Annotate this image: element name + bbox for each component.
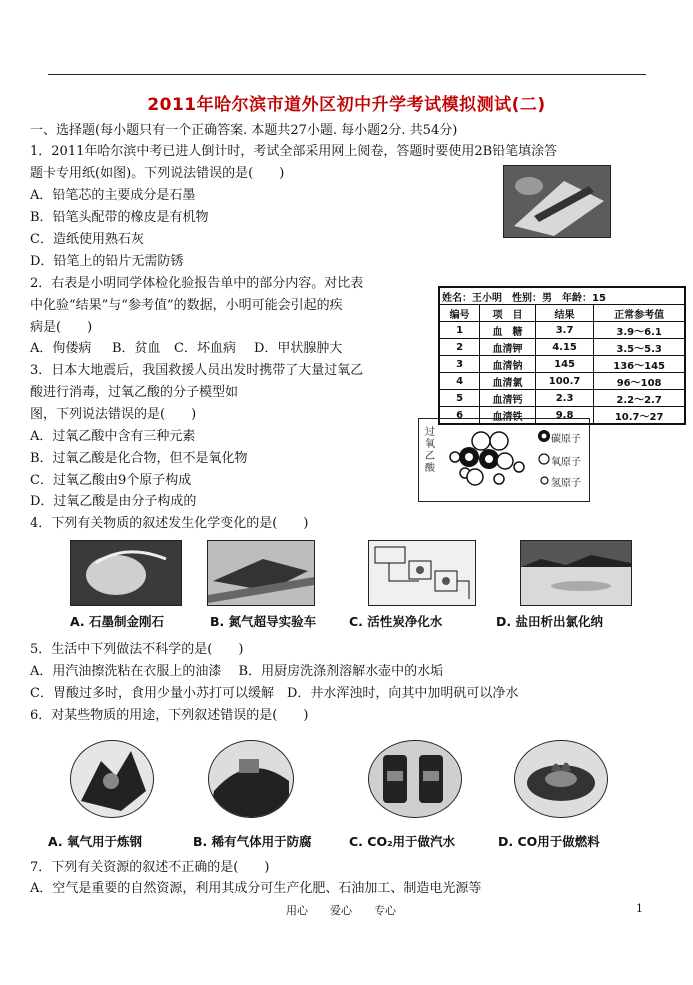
q4-caption-b: B. 氮气超导实验车 xyxy=(210,614,317,629)
cell: 5 xyxy=(439,390,480,407)
cell: 9.8 xyxy=(535,407,593,425)
footer-motto: 用心 爱心 专心 xyxy=(286,904,396,917)
q2-stem-line1: 2．右表是小明同学体检化验报告单中的部分内容。对比表 xyxy=(30,276,364,291)
q1-option-b: B．铅笔头配带的橡皮是有机物 xyxy=(30,210,209,225)
q4-caption-c: C. 活性炭净化水 xyxy=(349,614,443,629)
q4-caption-a: A. 石墨制金刚石 xyxy=(70,614,165,629)
molecule-model-icon xyxy=(439,427,529,493)
soda-cans-photo xyxy=(368,740,462,818)
report-header: 姓名：王小明 性别：男 年龄：15 xyxy=(439,287,685,305)
cell: 3 xyxy=(439,356,480,373)
q3-option-c: C．过氧乙酸由9个原子构成 xyxy=(30,473,192,488)
cell: 145 xyxy=(535,356,593,373)
cell: 4 xyxy=(439,373,480,390)
carbon-atom-icon xyxy=(537,429,551,443)
q6-caption-c: C. CO₂用于做汽水 xyxy=(349,834,456,849)
cell: 136～145 xyxy=(594,356,685,373)
q5-options-cd: C．胃酸过多时，食用少量小苏打可以缓解 D．井水浑浊时，向其中加明矾可以净水 xyxy=(30,686,519,701)
noble-gas-photo xyxy=(208,740,294,818)
cell: 血清钠 xyxy=(480,356,536,373)
cell: 2 xyxy=(439,339,480,356)
cell: 血清钾 xyxy=(480,339,536,356)
steelmaking-photo xyxy=(70,740,154,818)
q2-option-c: C．坏血病 xyxy=(174,341,236,356)
cell: 4.15 xyxy=(535,339,593,356)
header-rule xyxy=(48,74,646,75)
q3-stem-line2: 酸进行消毒，过氧乙酸的分子模型如 xyxy=(30,385,239,400)
q2-option-d: D．甲状腺肿大 xyxy=(254,341,343,356)
report-col-header: 结果 xyxy=(535,305,593,322)
q1-option-d: D．铅笔上的铅片无需防锈 xyxy=(30,254,184,269)
cell: 2.2～2.7 xyxy=(594,390,685,407)
table-row xyxy=(439,356,685,373)
q6-caption-d: D. CO用于做燃料 xyxy=(498,834,600,849)
page-number: 1 xyxy=(636,902,643,915)
q2-option-b: B．贫血 xyxy=(112,341,161,356)
cell: 血清钙 xyxy=(480,390,536,407)
q5-stem: 5．生活中下列做法不科学的是( ) xyxy=(30,642,244,657)
maglev-train-photo xyxy=(207,540,315,606)
q2-option-a: A．佝偻病 xyxy=(30,341,92,356)
q2-stem-line3: 病是( ) xyxy=(30,320,93,335)
hydrogen-atom-icon xyxy=(540,476,549,485)
legend-hydrogen: 氢原子 xyxy=(551,478,581,489)
lab-report-table xyxy=(438,286,686,425)
report-col-header: 正常参考值 xyxy=(594,305,685,322)
page-title: 2011年哈尔滨市道外区初中升学考试模拟测试(二) xyxy=(147,95,546,115)
cell: 血清氯 xyxy=(480,373,536,390)
q4-caption-d: D. 盐田析出氯化纳 xyxy=(496,614,603,629)
q4-stem: 4．下列有关物质的叙述发生化学变化的是( ) xyxy=(30,516,309,531)
q2-options xyxy=(30,339,342,358)
q1-option-a: A．铅笔芯的主要成分是石墨 xyxy=(30,188,196,203)
cell: 2.3 xyxy=(535,390,593,407)
report-col-header: 编号 xyxy=(439,305,480,322)
table-row xyxy=(439,373,685,390)
water-purifier-diagram xyxy=(368,540,476,606)
q6-caption-b: B. 稀有气体用于防腐 xyxy=(193,834,312,849)
salt-field-photo xyxy=(520,540,632,606)
cell: 1 xyxy=(439,322,480,339)
q6-stem: 6．对某些物质的用途，下列叙述错误的是( ) xyxy=(30,708,309,723)
q1-option-c: C．造纸使用熟石灰 xyxy=(30,232,144,247)
cell: 3.5～5.3 xyxy=(594,339,685,356)
cell: 血清铁 xyxy=(480,407,536,425)
cell: 10.7～27 xyxy=(594,407,685,425)
molecule-label: 过氧乙酸 xyxy=(425,427,435,474)
report-col-header: 项 目 xyxy=(480,305,536,322)
q2-stem-line2: 中化验“结果”与“参考值”的数据，小明可能会引起的疾 xyxy=(30,298,343,313)
q3-stem-line3: 图，下列说法错误的是( ) xyxy=(30,407,197,422)
table-row xyxy=(439,339,685,356)
cell: 6 xyxy=(439,407,480,425)
table-row xyxy=(439,390,685,407)
q5-options-ab: A．用汽油擦洗粘在衣服上的油漆 B．用厨房洗涤剂溶解水壶中的水垢 xyxy=(30,664,444,679)
oxygen-atom-icon xyxy=(538,453,550,465)
answer-sheet-photo xyxy=(503,165,611,238)
cell: 3.9～6.1 xyxy=(594,322,685,339)
legend-carbon: 碳原子 xyxy=(551,434,581,445)
molecule-model-figure xyxy=(418,418,590,502)
section-header: 一、选择题(每小题只有一个正确答案. 本题共27小题. 每小题2分. 共54分) xyxy=(30,123,458,138)
cell: 3.7 xyxy=(535,322,593,339)
cell: 血 糖 xyxy=(480,322,536,339)
q1-stem-line1: 1．2011年哈尔滨中考已进人倒计时，考试全部采用网上阅卷，答题时要使用2B铅笔填涂答 xyxy=(30,144,558,159)
q7-option-a: A．空气是重要的自然资源，利用其成分可生产化肥、石油加工、制造电光源等 xyxy=(30,881,482,896)
legend-oxygen: 氧原子 xyxy=(551,457,581,468)
q6-caption-a: A. 氧气用于炼钢 xyxy=(48,834,143,849)
q3-option-d: D．过氧乙酸是由分子构成的 xyxy=(30,494,197,509)
cell: 100.7 xyxy=(535,373,593,390)
q1-stem-line2: 题卡专用纸(如图)。下列说法错误的是( ) xyxy=(30,166,285,181)
q3-option-a: A．过氧乙酸中含有三种元素 xyxy=(30,429,196,444)
table-row xyxy=(439,322,685,339)
gas-stove-photo xyxy=(514,740,608,818)
q3-stem-line1: 3．日本大地震后，我国救援人员出发时携带了大量过氧乙 xyxy=(30,363,364,378)
cell: 96～108 xyxy=(594,373,685,390)
q7-stem: 7．下列有关资源的叙述不正确的是( ) xyxy=(30,860,270,875)
q3-option-b: B．过氧乙酸是化合物，但不是氧化物 xyxy=(30,451,248,466)
graphite-diamond-photo xyxy=(70,540,182,606)
